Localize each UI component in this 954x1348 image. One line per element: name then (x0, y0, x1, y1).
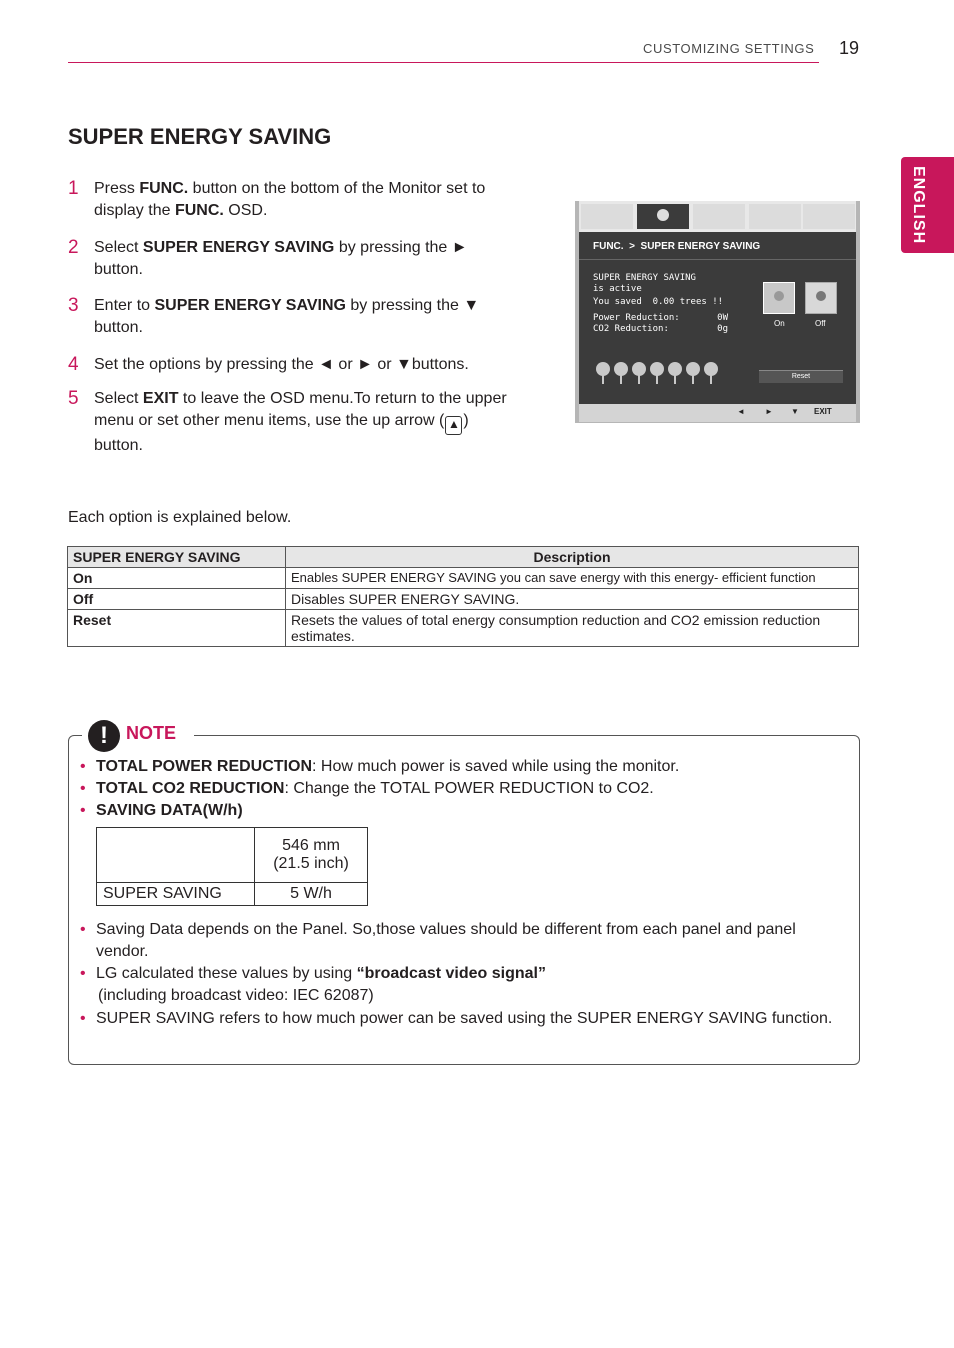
step-number: 1 (68, 178, 79, 199)
table-row (68, 610, 859, 647)
gear-tab-icon (803, 204, 855, 229)
osd-on-button[interactable] (763, 282, 795, 314)
energy-tab-icon (637, 204, 689, 229)
osd-reset-button[interactable]: Reset (759, 370, 843, 383)
note-title: NOTE (126, 723, 177, 743)
osd-divider (579, 259, 856, 260)
osd-off-button[interactable] (805, 282, 837, 314)
language-tab (901, 157, 954, 253)
step-number: 2 (68, 237, 79, 258)
option-cell: On (68, 568, 286, 589)
table-row (97, 883, 368, 906)
osd-left-key[interactable]: ◄ (737, 407, 745, 416)
saving-data-table (96, 827, 368, 906)
step-text: Enter to SUPER ENERGY SAVING by pressing the ▼ button. (94, 297, 480, 336)
page-number: 19 (839, 38, 860, 58)
osd-footer (579, 404, 856, 422)
osd-panel (579, 232, 856, 404)
table-row (97, 828, 368, 883)
language-tab-label: ENGLISH (910, 166, 927, 245)
options-table (67, 546, 859, 647)
osd-status: SUPER ENERGY SAVING is active You saved 0.00 trees !! Power Reduction: 0W CO2 Reduction: 0g (593, 273, 728, 334)
empty-cell (97, 828, 255, 883)
header-description: Description (286, 547, 859, 568)
step-text: Set the options by pressing the ◄ or ► or ▼buttons. (94, 356, 469, 373)
tree-icon (596, 362, 610, 376)
tree-icon (686, 362, 700, 376)
exclamation-icon: ! (88, 720, 120, 752)
step-number: 3 (68, 295, 79, 316)
saving-value-cell: 5 W/h (255, 883, 368, 906)
step-text: Select EXIT to leave the OSD menu.To return to the upper menu or set other menu items, use the up arrow ( ▲ ) button. (94, 390, 507, 454)
header-option: SUPER ENERGY SAVING (68, 547, 286, 568)
description-cell: Resets the values of total energy consumption reduction and CO2 emission reduction estimates. (286, 610, 859, 647)
up-arrow-icon: ▲ (445, 416, 462, 435)
table-row (68, 568, 859, 589)
section-title: SUPER ENERGY SAVING (68, 124, 332, 149)
description-cell: Disables SUPER ENERGY SAVING. (286, 589, 859, 610)
osd-menu-bar (579, 201, 856, 232)
saving-label-cell: SUPER SAVING (97, 883, 255, 906)
option-cell: Reset (68, 610, 286, 647)
osd-exit-key[interactable]: EXIT (814, 407, 832, 416)
description-cell: Enables SUPER ENERGY SAVING you can save energy with this energy- efficient function (286, 568, 859, 589)
step-number: 5 (68, 388, 79, 409)
step-text: Press FUNC. button on the bottom of the Monitor set to display the FUNC. OSD. (94, 180, 486, 219)
osd-breadcrumb: FUNC. > SUPER ENERGY SAVING (593, 241, 761, 252)
tree-icon (650, 362, 664, 376)
osd-right-key[interactable]: ► (765, 407, 773, 416)
table-row (68, 589, 859, 610)
running-header-section: CUSTOMIZING SETTINGS (643, 41, 815, 56)
osd-down-key[interactable]: ▼ (791, 407, 799, 416)
step-text: Select SUPER ENERGY SAVING by pressing the ► button. (94, 239, 468, 278)
panel-size-cell: 546 mm (21.5 inch) (255, 828, 368, 883)
globe-tab-icon (749, 204, 801, 229)
picture-tab-icon (581, 204, 633, 229)
screen-tab-icon (693, 204, 745, 229)
intro-text: Each option is explained below. (68, 509, 292, 526)
tree-icon (632, 362, 646, 376)
osd-screenshot (575, 201, 860, 423)
header-rule (68, 62, 819, 63)
osd-on-label: On (774, 319, 785, 328)
tree-icon (704, 362, 718, 376)
option-cell: Off (68, 589, 286, 610)
tree-icon (614, 362, 628, 376)
table-header-row (68, 547, 859, 568)
osd-off-label: Off (815, 319, 826, 328)
step-number: 4 (68, 354, 79, 375)
tree-icon (668, 362, 682, 376)
